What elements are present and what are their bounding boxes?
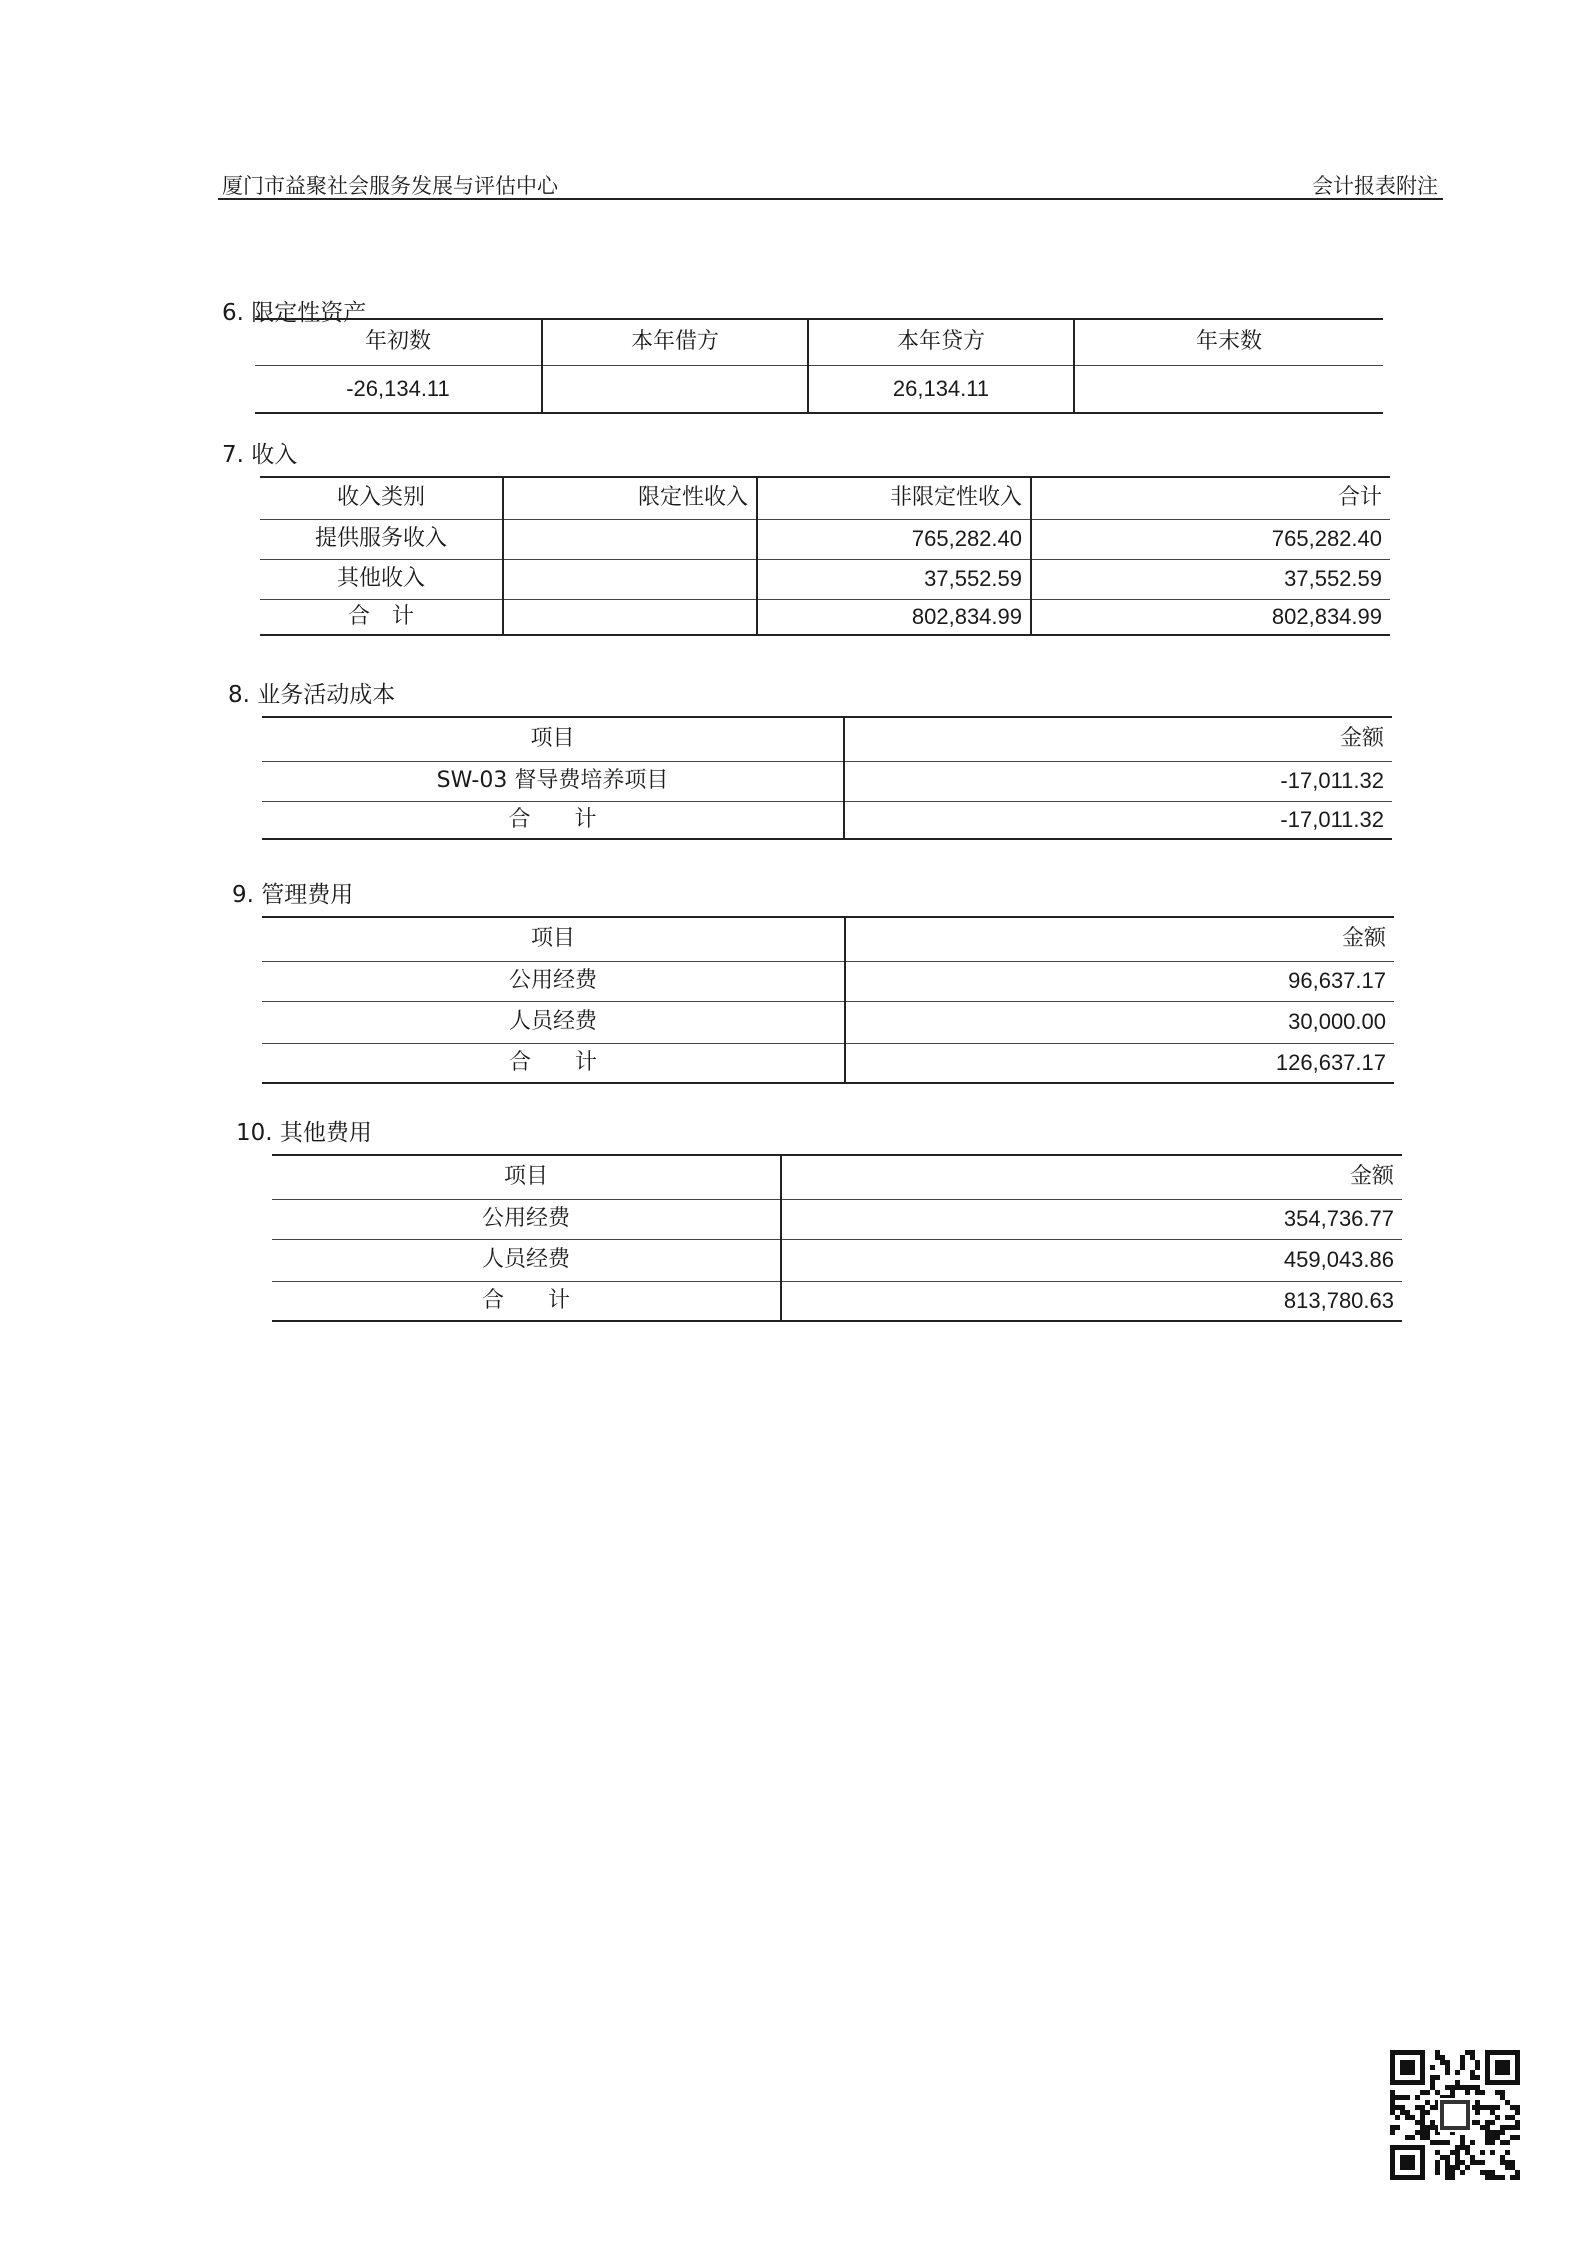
header-cell: 金额 (844, 717, 1392, 761)
header-cell: 本年借方 (542, 319, 808, 365)
table-cell: 802,834.99 (757, 599, 1031, 635)
table-cell: 37,552.59 (757, 559, 1031, 599)
table-row (260, 559, 1390, 599)
header-cell: 年初数 (255, 319, 542, 365)
table-cell: -17,011.32 (844, 801, 1392, 839)
section-9-title: 9. 管理费用 (232, 882, 354, 908)
table-cell: 802,834.99 (1031, 599, 1390, 635)
header-cell: 非限定性收入 (757, 477, 1031, 519)
header-divider (218, 198, 1443, 200)
organization-name: 厦门市益聚社会服务发展与评估中心 (222, 174, 558, 198)
table-row (262, 961, 1394, 1001)
section-6-title: 6. 限定性资产 (222, 300, 367, 326)
table-row (255, 365, 1383, 413)
table-cell: 合 计 (260, 599, 503, 635)
table-header-row (262, 917, 1394, 961)
document-type: 会计报表附注 (1312, 174, 1438, 198)
table-cell: 26,134.11 (808, 365, 1074, 413)
table-total-row (272, 1281, 1402, 1321)
table-cell: 合 计 (272, 1281, 781, 1321)
table-cell: 459,043.86 (781, 1239, 1402, 1281)
table-total-row (262, 801, 1392, 839)
table-cell: 354,736.77 (781, 1199, 1402, 1239)
table-header-row (260, 477, 1390, 519)
table-row (260, 519, 1390, 559)
table-cell: 提供服务收入 (260, 519, 503, 559)
qr-code-icon (1390, 2050, 1520, 2180)
section-7-title: 7. 收入 (222, 442, 298, 468)
table-row (272, 1239, 1402, 1281)
table-cell: 765,282.40 (757, 519, 1031, 559)
table-row (272, 1199, 1402, 1239)
table-total-row (260, 599, 1390, 635)
table-cell: 813,780.63 (781, 1281, 1402, 1321)
table-cell (1074, 365, 1383, 413)
table-cell (503, 599, 757, 635)
revenue-table (260, 476, 1390, 636)
table-cell: 人员经费 (272, 1239, 781, 1281)
table-cell: -26,134.11 (255, 365, 542, 413)
table-cell: 合 计 (262, 801, 844, 839)
header-cell: 本年贷方 (808, 319, 1074, 365)
table-row (262, 1001, 1394, 1043)
table-cell: 公用经费 (272, 1199, 781, 1239)
table-cell: 人员经费 (262, 1001, 845, 1043)
table-cell (503, 559, 757, 599)
table-header-row (272, 1155, 1402, 1199)
table-cell: 30,000.00 (845, 1001, 1394, 1043)
table-cell: 其他收入 (260, 559, 503, 599)
header-cell: 合计 (1031, 477, 1390, 519)
table-cell: 765,282.40 (1031, 519, 1390, 559)
header-cell: 限定性收入 (503, 477, 757, 519)
table-cell: -17,011.32 (844, 761, 1392, 801)
table-cell: 公用经费 (262, 961, 845, 1001)
header-cell: 项目 (262, 717, 844, 761)
section-10-title: 10. 其他费用 (236, 1120, 372, 1146)
table-row (262, 761, 1392, 801)
admin-expense-table (262, 916, 1394, 1084)
header-cell: 项目 (272, 1155, 781, 1199)
table-cell: 96,637.17 (845, 961, 1394, 1001)
other-expense-table (272, 1154, 1402, 1322)
table-total-row (262, 1043, 1394, 1083)
table-cell: 126,637.17 (845, 1043, 1394, 1083)
table-header-row (255, 319, 1383, 365)
table-cell: SW-03 督导费培养项目 (262, 761, 844, 801)
header-cell: 项目 (262, 917, 845, 961)
table-cell (542, 365, 808, 413)
table-cell: 合 计 (262, 1043, 845, 1083)
header-cell: 金额 (781, 1155, 1402, 1199)
table-header-row (262, 717, 1392, 761)
table-cell: 37,552.59 (1031, 559, 1390, 599)
section-8-title: 8. 业务活动成本 (228, 682, 396, 708)
header-cell: 金额 (845, 917, 1394, 961)
header-cell: 年末数 (1074, 319, 1383, 365)
table-cell (503, 519, 757, 559)
header-cell: 收入类别 (260, 477, 503, 519)
business-cost-table (262, 716, 1392, 840)
restricted-assets-table (255, 318, 1383, 414)
